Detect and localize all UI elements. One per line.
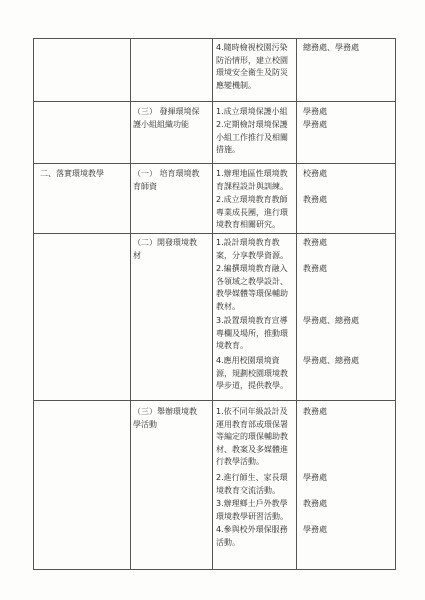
unit-text: 學務處、總務處 — [303, 316, 359, 325]
measure-text: 1.依不同年級設計及 運用教育部或環保署 等編定的環保輔助教 材、教案及多媒體進 行教學活動。 — [216, 407, 288, 466]
unit-text: 學務處 — [303, 473, 327, 482]
measure-text: 2.成立環境教育教師 專業成長團，進行環 境教育相關研究。 — [216, 195, 288, 229]
unit-cell — [297, 164, 396, 234]
strategy-cell — [131, 401, 213, 570]
unit-cell — [297, 102, 396, 164]
measure-text: 2.定期檢討環境保護 小組工作推行及相關 措施。 — [216, 120, 288, 154]
measure-cell — [213, 164, 297, 234]
item-cell — [34, 102, 131, 164]
measure-text: 3.辦理鄉土戶外教學 環境教學研習活動。 — [216, 499, 288, 521]
table-row — [34, 234, 396, 401]
measure-cell — [213, 234, 297, 401]
unit-cell — [297, 401, 396, 570]
unit-text: 總務處、學務處 — [303, 43, 359, 52]
measure-cell — [213, 102, 297, 164]
unit-text: 學務處 — [303, 120, 327, 129]
measure-text: 1.辦理地區性環境教 育課程設計與訓練。 — [216, 169, 288, 191]
item-cell — [34, 39, 131, 102]
unit-cell — [297, 39, 396, 102]
unit-text: 校務處 — [303, 169, 327, 178]
unit-text: 教務處 — [303, 499, 327, 508]
item-title: 二、落實環境教學 — [40, 169, 104, 178]
strategy-cell — [131, 39, 213, 102]
measure-cell — [213, 39, 297, 102]
measure-text: 4.參與校外環保服務 活動。 — [216, 525, 288, 547]
measure-text: 2.編撰環境教育融入 各領域之教學設計、 教學媒體等環保輔助 教材。 — [216, 264, 288, 311]
table-row — [34, 401, 396, 570]
table-row — [34, 102, 396, 164]
measure-cell — [213, 401, 297, 570]
unit-text: 教務處 — [303, 195, 327, 204]
measure-text: 3.設置環境教育宣導 專欄及場所，推動環 境教育。 — [216, 316, 288, 350]
unit-text: 學務處 — [303, 107, 327, 116]
strategy-text: （三） 發揮環境保 護小組組織功能 — [133, 107, 200, 129]
unit-text: 教務處 — [303, 407, 327, 416]
environment-plan-table — [33, 38, 396, 570]
measure-text: 1.成立環境保護小組 — [216, 107, 288, 116]
unit-text: 學務處、總務處 — [303, 356, 359, 365]
unit-cell — [297, 234, 396, 401]
unit-text: 教務處 — [303, 264, 327, 273]
strategy-text: （三）舉辦環境教 學活動 — [133, 407, 197, 429]
measure-text: 1.設計環境教育教 案，分享教學資源。 — [216, 238, 288, 260]
strategy-text: （二）開發環境教 材 — [133, 238, 197, 260]
strategy-cell — [131, 102, 213, 164]
item-cell — [34, 234, 131, 401]
strategy-cell — [131, 234, 213, 401]
unit-text: 教務處 — [303, 238, 327, 247]
item-cell — [34, 164, 131, 234]
table-row — [34, 39, 396, 102]
unit-text: 學務處 — [303, 525, 327, 534]
measure-text: 4.隨時檢視校園污染 防治情形，建立校園 環境安全衛生及防災 應變機制。 — [216, 43, 288, 90]
table-row — [34, 164, 396, 234]
strategy-text: （一） 培育環境教 育師資 — [133, 169, 200, 191]
item-cell — [34, 401, 131, 570]
strategy-cell — [131, 164, 213, 234]
measure-text: 2.進行師生、家長環 境教育交流活動。 — [216, 473, 288, 495]
measure-text: 4.應用校園環境資 源，規劃校園環境教 學步道，提供教學。 — [216, 356, 288, 390]
